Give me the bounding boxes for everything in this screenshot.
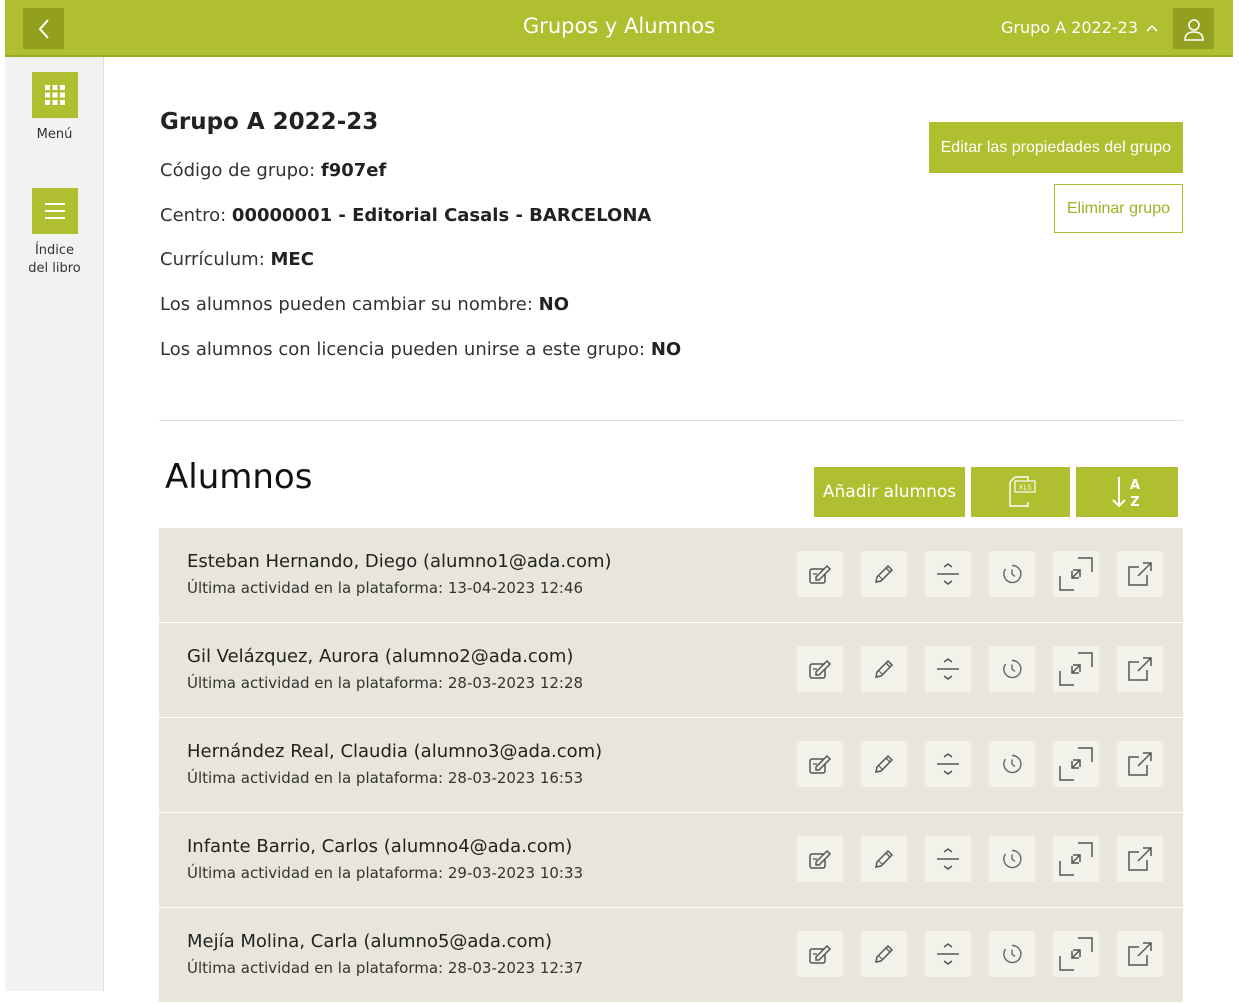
list-item (159, 623, 1183, 718)
history-button[interactable] (989, 551, 1035, 597)
sidebar-item-menu[interactable] (5, 72, 104, 144)
group-name: Grupo A 2022-23 (160, 109, 379, 135)
curriculum-value: MEC (270, 249, 314, 270)
row-actions (797, 646, 1163, 692)
chevron-left-icon (35, 17, 53, 41)
external-link-icon (1127, 846, 1153, 872)
resize-button[interactable] (1053, 836, 1099, 882)
menu-button[interactable] (32, 72, 78, 118)
expand-button[interactable] (925, 646, 971, 692)
history-icon (1001, 943, 1023, 965)
grid-icon (45, 85, 65, 105)
history-button[interactable] (989, 931, 1035, 977)
sort-az-icon (1110, 475, 1144, 509)
expand-button[interactable] (925, 836, 971, 882)
open-external-button[interactable] (1117, 836, 1163, 882)
list-icon (45, 202, 65, 220)
row-actions (797, 931, 1163, 977)
edit-note-icon (808, 753, 832, 775)
edit-notes-button[interactable] (797, 741, 843, 787)
index-button[interactable] (32, 188, 78, 234)
sort-a-text: A (1129, 478, 1141, 493)
edit-note-icon (808, 658, 832, 680)
group-selector-label: Grupo A 2022-23 (1000, 18, 1138, 37)
rename-button[interactable] (861, 931, 907, 977)
code-label: Código de grupo: (160, 160, 321, 181)
user-button[interactable] (1173, 8, 1214, 49)
license-value: NO (650, 339, 682, 360)
edit-group-button[interactable]: Editar las propiedades del grupo (929, 122, 1183, 173)
license-info (160, 339, 681, 360)
rename-button[interactable] (861, 646, 907, 692)
sidebar (5, 57, 104, 991)
rename-label: Los alumnos pueden cambiar su nombre: (160, 294, 539, 315)
rename-info (160, 294, 569, 315)
group-code-info (160, 160, 386, 181)
history-button[interactable] (989, 741, 1035, 787)
pencil-icon (873, 563, 895, 585)
expand-collapse-icon (936, 562, 960, 586)
student-name: Mejía Molina, Carla (alumno5@ada.com) (187, 931, 553, 952)
resize-button[interactable] (1053, 646, 1099, 692)
center-label: Centro: (160, 205, 232, 226)
open-external-button[interactable] (1117, 931, 1163, 977)
pencil-icon (873, 753, 895, 775)
list-item (159, 908, 1183, 1003)
edit-notes-button[interactable] (797, 646, 843, 692)
sort-az-button[interactable] (1076, 467, 1178, 517)
student-name: Hernández Real, Claudia (alumno3@ada.com) (187, 741, 603, 762)
list-item (159, 718, 1183, 813)
main-content (105, 57, 1233, 991)
row-actions (797, 741, 1163, 787)
history-icon (1001, 563, 1023, 585)
external-link-icon (1127, 751, 1153, 777)
rename-button[interactable] (861, 741, 907, 787)
expand-collapse-icon (936, 752, 960, 776)
add-students-button[interactable]: Añadir alumnos (814, 467, 965, 517)
sort-z-text: Z (1130, 495, 1140, 509)
code-value: f907ef (320, 160, 387, 181)
pencil-icon (873, 658, 895, 680)
external-link-icon (1127, 561, 1153, 587)
edit-note-icon (808, 563, 832, 585)
list-item (159, 528, 1183, 623)
user-icon (1183, 17, 1205, 41)
xls-text: XLS (1017, 483, 1032, 492)
student-activity: Última actividad en la plataforma: 28-03-2023 12:37 (187, 959, 584, 977)
student-name: Esteban Hernando, Diego (alumno1@ada.com) (187, 551, 612, 572)
student-activity: Última actividad en la plataforma: 28-03-2023 12:28 (187, 674, 584, 692)
resize-icon (1059, 652, 1093, 686)
history-button[interactable] (989, 646, 1035, 692)
students-title: Alumnos (165, 457, 313, 497)
group-selector[interactable] (1001, 18, 1158, 37)
xls-export-icon (1006, 476, 1036, 508)
history-icon (1001, 848, 1023, 870)
expand-button[interactable] (925, 741, 971, 787)
center-info (160, 205, 651, 226)
pencil-icon (873, 848, 895, 870)
edit-note-icon (808, 848, 832, 870)
expand-collapse-icon (936, 847, 960, 871)
curriculum-label: Currículum: (160, 249, 271, 270)
resize-button[interactable] (1053, 741, 1099, 787)
top-bar (5, 0, 1233, 57)
row-actions (797, 551, 1163, 597)
delete-group-button[interactable]: Eliminar grupo (1054, 184, 1183, 233)
page-title: Grupos y Alumnos (522, 14, 716, 38)
edit-note-icon (808, 943, 832, 965)
external-link-icon (1127, 656, 1153, 682)
export-xls-button[interactable] (971, 467, 1070, 517)
expand-collapse-icon (936, 942, 960, 966)
rename-button[interactable] (861, 836, 907, 882)
history-icon (1001, 658, 1023, 680)
student-activity: Última actividad en la plataforma: 28-03-2023 16:53 (187, 769, 584, 787)
sidebar-item-label (5, 242, 104, 278)
resize-icon (1059, 937, 1093, 971)
edit-notes-button[interactable] (797, 836, 843, 882)
student-list (159, 528, 1183, 1003)
expand-button[interactable] (925, 551, 971, 597)
resize-button[interactable] (1053, 931, 1099, 977)
resize-icon (1059, 557, 1093, 591)
expand-button[interactable] (925, 931, 971, 977)
history-icon (1001, 753, 1023, 775)
student-activity: Última actividad en la plataforma: 13-04-2023 12:46 (187, 579, 584, 597)
student-name: Gil Velázquez, Aurora (alumno2@ada.com) (187, 646, 574, 667)
rename-value: NO (538, 294, 570, 315)
student-name: Infante Barrio, Carlos (alumno4@ada.com) (187, 836, 573, 857)
sidebar-item-index[interactable] (5, 188, 104, 278)
edit-notes-button[interactable] (797, 551, 843, 597)
student-activity: Última actividad en la plataforma: 29-03-2023 10:33 (187, 864, 584, 882)
history-button[interactable] (989, 836, 1035, 882)
row-actions (797, 836, 1163, 882)
list-item (159, 813, 1183, 908)
sidebar-item-label: Menú (36, 127, 73, 142)
back-button[interactable] (23, 8, 64, 49)
open-external-button[interactable] (1117, 646, 1163, 692)
chevron-up-icon (1146, 24, 1158, 32)
rename-button[interactable] (861, 551, 907, 597)
resize-icon (1059, 747, 1093, 781)
open-external-button[interactable] (1117, 741, 1163, 787)
center-value: 00000001 - Editorial Casals - BARCELONA (231, 205, 652, 226)
pencil-icon (873, 943, 895, 965)
resize-icon (1059, 842, 1093, 876)
label-line: Índice (34, 243, 75, 258)
open-external-button[interactable] (1117, 551, 1163, 597)
license-label: Los alumnos con licencia pueden unirse a este grupo: (160, 339, 651, 360)
resize-button[interactable] (1053, 551, 1099, 597)
label-line: del libro (28, 261, 81, 276)
external-link-icon (1127, 941, 1153, 967)
expand-collapse-icon (936, 657, 960, 681)
divider (159, 420, 1183, 421)
edit-notes-button[interactable] (797, 931, 843, 977)
curriculum-info (160, 249, 314, 270)
